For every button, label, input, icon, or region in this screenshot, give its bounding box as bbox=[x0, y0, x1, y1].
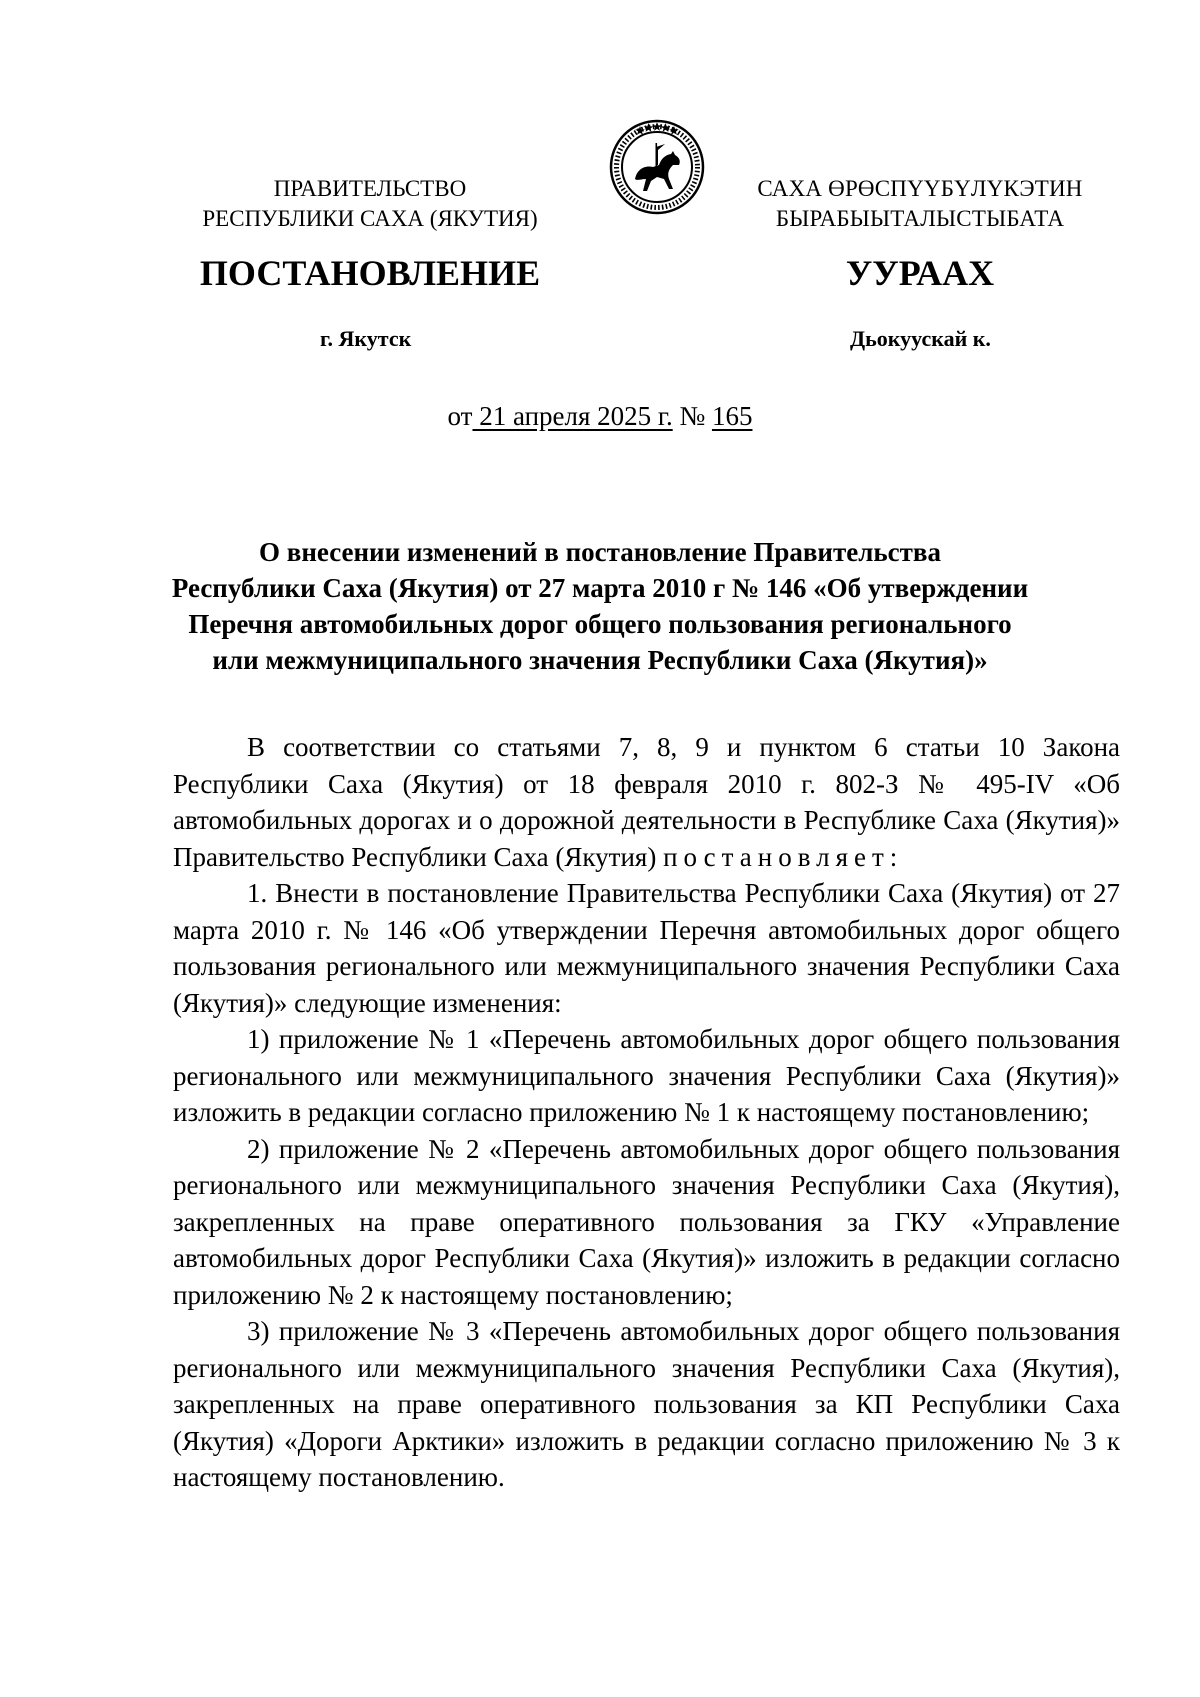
right-org-line2: БЫРАБЫЫТАЛЫСТЫБАТА bbox=[775, 206, 1065, 231]
paragraph-item-1-3: 3) приложение № 3 «Перечень автомобильных дорог общего пользования регионального или межмуниципального значения Республики Саха (Якутия), закрепленных на праве оперативного пользования за КП Республики Саха (Якутия) «Дороги Арктики» изложить в редакции согласно приложению № 3 к настоящему постановлению. bbox=[173, 1316, 1120, 1492]
intro-paragraph bbox=[173, 729, 1120, 875]
paragraph-item-1-1: 1) приложение № 1 «Перечень автомобильных дорог общего пользования регионального или межмуниципального значения Республики Саха (Якутия)» изложить в редакции согласно приложению № 1 к настоящему постановлению; bbox=[173, 1024, 1120, 1127]
title-line: Перечня автомобильных дорог общего пользования регионального bbox=[188, 609, 1012, 639]
right-doctype: УУРААХ bbox=[845, 253, 995, 293]
title-line: О внесении изменений в постановление Правительства bbox=[259, 537, 941, 567]
document-date: 21 апреля 2025 г. bbox=[472, 401, 673, 431]
right-org-name bbox=[700, 174, 1140, 234]
left-org-line1: ПРАВИТЕЛЬСТВО bbox=[273, 176, 467, 201]
document-title bbox=[170, 534, 1030, 678]
coat-of-arms-emblem-icon bbox=[607, 117, 707, 217]
paragraph-item-1: 1. Внести в постановление Правительства Республики Саха (Якутия) от 27 марта 2010 г. № 146 «Об утверждении Перечня автомобильных дорог общего пользования регионального или межмуниципального значения Республики Саха (Якутия)» следующие изменения: bbox=[173, 878, 1120, 1018]
number-sign: № bbox=[672, 401, 712, 431]
intro-text: В соответствии со статьями 7, 8, 9 и пунктом 6 статьи 10 Закона Республики Саха (Якутия) от 18 февраля 2010 г. 802-З № 495-IV «Об автомобильных дорогах и о дорожной деятельности в Республике Саха (Якутия)» Правительство Республики Саха (Якутия) bbox=[173, 732, 1120, 872]
document-date-line bbox=[0, 401, 1200, 432]
right-city: Дьокуускай к. bbox=[850, 326, 991, 351]
paragraph-item-1-2: 2) приложение № 2 «Перечень автомобильных дорог общего пользования регионального или межмуниципального значения Республики Саха (Якутия), закрепленных на праве оперативного пользования за ГКУ «Управление автомобильных дорог Республики Саха (Якутия)» изложить в редакции согласно приложению № 2 к настоящему постановлению; bbox=[173, 1133, 1120, 1310]
title-line: или межмуниципального значения Республики Саха (Якутия)» bbox=[212, 645, 988, 675]
left-org-line2: РЕСПУБЛИКИ САХА (ЯКУТИЯ) bbox=[202, 206, 538, 231]
title-line: Республики Саха (Якутия) от 27 марта 2010 г № 146 «Об утверждении bbox=[171, 573, 1029, 603]
left-city: г. Якутск bbox=[320, 326, 412, 351]
document-number: 165 bbox=[711, 401, 753, 431]
right-org-line1: САХА ӨРӨСПҮҮБҮЛҮКЭТИН bbox=[757, 176, 1083, 201]
document-body bbox=[173, 729, 1120, 1496]
left-doctype: ПОСТАНОВЛЕНИЕ bbox=[199, 253, 541, 293]
left-org-name bbox=[160, 174, 580, 234]
date-prefix: от bbox=[447, 401, 473, 431]
resolves-word: постановляет: bbox=[663, 841, 904, 872]
